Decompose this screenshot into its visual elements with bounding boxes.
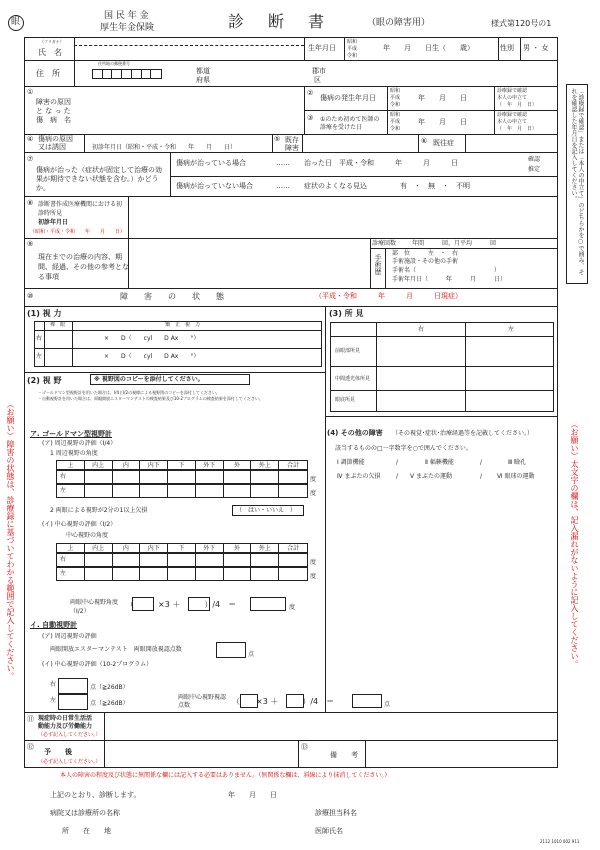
other-disability-instruction: 該当するものの□一字数字を○で囲んでください。 xyxy=(335,445,472,452)
name-field[interactable] xyxy=(74,45,304,60)
s2-number: ② xyxy=(307,89,314,97)
gc-col-outer: 外 xyxy=(224,544,252,553)
s6-number: ⑥ xyxy=(421,137,428,145)
visual-acuity-corrected-col: 矯 正 視 力 xyxy=(165,322,201,328)
address-pref: 都道 xyxy=(196,67,210,75)
s1-label-3: 傷 病 名 xyxy=(36,116,71,124)
other-opt-4[interactable]: Ⅳ まぶたの欠損 xyxy=(337,473,381,480)
dob-era-heisei[interactable]: 平成 xyxy=(347,46,358,52)
gc-deg-1: 度 xyxy=(310,559,317,566)
s3-date[interactable]: 年 月 日 xyxy=(418,118,467,126)
eye-badge-text: 眼 xyxy=(11,17,21,27)
s7-healed-dots: …… xyxy=(276,159,290,167)
gp-col-up: 上 xyxy=(57,461,85,470)
gc-col-inner: 内 xyxy=(113,544,141,553)
s12-label: 予 後 xyxy=(44,748,72,756)
other-sep-3: / xyxy=(396,473,399,480)
goldmann-central: (イ) 中心視野の評価（I/2） xyxy=(42,521,117,528)
gp-col-inner-down: 内下 xyxy=(140,461,168,470)
s3-era-heisei[interactable]: 平成 xyxy=(390,119,401,125)
side-note-right-2: （お願い）太文字の欄は、記入漏れがないように記入してください。 xyxy=(570,420,579,668)
s3-era-reiwa[interactable]: 令和 xyxy=(390,126,401,132)
gp-deg-1: 度 xyxy=(310,476,317,483)
s8-number: ⑧ xyxy=(27,199,34,207)
gc-col-down: 下 xyxy=(168,544,196,553)
s7-healed-date[interactable]: 治った日 平成・令和 年 月 日 xyxy=(304,159,458,167)
s9-visits-label: 診療回数 xyxy=(372,240,397,247)
s2-label: 傷病の発生年月日 xyxy=(320,94,376,102)
auto-left-box[interactable] xyxy=(58,694,88,710)
auto-esterman-box[interactable] xyxy=(216,642,246,658)
s1-label-2: と な っ た xyxy=(36,107,71,115)
goldmann-central-right-row[interactable] xyxy=(56,553,308,567)
s2-source-date[interactable]: （ 年 月 日） xyxy=(497,102,538,108)
footer-hospital: 病院又は診療所の名称 xyxy=(50,809,120,817)
gp-col-inner: 内 xyxy=(113,461,141,470)
gc-col-up: 上 xyxy=(57,544,85,553)
gp-col-inner-up: 内上 xyxy=(85,461,113,470)
goldmann-central-angle: 中心視野の角度 xyxy=(66,532,109,539)
s7-not-healed-dots: …… xyxy=(276,182,290,190)
s4-number: ④ xyxy=(27,135,34,143)
gp-col-outer-up: 外上 xyxy=(251,461,279,470)
findings-fundus: 眼底所見 xyxy=(335,397,356,403)
s9-surgery-name[interactable]: 手術名（ ） xyxy=(392,267,501,274)
gp-col-down: 下 xyxy=(168,461,196,470)
visual-acuity-left-row[interactable]: × D（ cyl D Ax °） xyxy=(104,353,200,360)
other-sep-4: / xyxy=(480,473,483,480)
goldmann-peripheral: (ア) 周辺視野の評価（I/4） xyxy=(42,440,117,447)
org-national-pension: 国 民 年 金 xyxy=(104,11,149,21)
s6-label: 既往症 xyxy=(433,139,454,147)
s1-diagnosis-field[interactable] xyxy=(84,88,300,132)
goldmann-title: ア. ゴールドマン型視野計 xyxy=(30,430,112,438)
visual-field-note: ※ 視野図のコピーを添付してください。 xyxy=(94,376,204,383)
form-subtitle: （眼の障害用） xyxy=(367,18,431,28)
gc-deg-2: 度 xyxy=(310,573,317,580)
other-sep-1: / xyxy=(396,459,399,466)
s5-label: 既存障害 xyxy=(285,136,299,152)
gc-col-outer-up: 外上 xyxy=(251,544,279,553)
address-city-2: 区 xyxy=(314,76,321,84)
auto-esterman: 両眼開放エスターマンテスト 両眼開放視認点数 xyxy=(50,646,182,653)
s9-surgery-site[interactable]: 部 位 左 ・ 右 xyxy=(392,250,459,257)
goldmann-central-header xyxy=(56,543,308,553)
s11-label-1: 現症時の日常生活活 xyxy=(38,715,93,722)
s12-number: ⑫ xyxy=(27,743,34,751)
s11-label-2: 動能力及び労働能力 xyxy=(38,723,93,730)
sex-label: 性別 xyxy=(500,44,514,52)
s8-label: 診断書作成医療機関における初診時所見 xyxy=(38,201,123,217)
postal-code-boxes[interactable] xyxy=(92,69,162,79)
side-note-right: 「診療録で確認」または「本人の申立て」のどちらかを○で囲み、それを確認した年月日を記入してください。 xyxy=(570,88,584,275)
goldmann-in-1[interactable] xyxy=(132,597,154,611)
s3-source-records[interactable]: 診療録で確認 xyxy=(497,112,528,118)
s10-date[interactable]: （平成・令和 年 月 日現症） xyxy=(315,292,462,300)
dob-label: 生年月日 xyxy=(308,44,336,52)
s7-number: ⑦ xyxy=(27,155,34,163)
visual-acuity-right-row[interactable]: × D（ cyl D Ax °） xyxy=(104,335,200,342)
address-pref-2: 府県 xyxy=(196,76,210,84)
s4-label-2: 又は誘因 xyxy=(38,143,66,151)
footer-code: 2112 1010 002 911 xyxy=(540,839,580,844)
goldmann-half-loss-opts[interactable]: （ はい・いいえ ） xyxy=(236,507,297,514)
gp-deg-2: 度 xyxy=(310,490,317,497)
s7-prospect-label: 症状のよくなる見込 xyxy=(304,182,367,190)
auto-l-label: 左 xyxy=(50,697,57,704)
auto-central: (イ) 中心視野の評価（10-2プログラム） xyxy=(42,661,153,668)
gc-col-total: 合計 xyxy=(287,545,300,552)
gp-left-label: 左 xyxy=(60,487,67,494)
dob-era-reiwa[interactable]: 令和 xyxy=(347,53,358,59)
s4-label-1: 傷病の原因 xyxy=(38,135,73,143)
form-number: 様式第120号の1 xyxy=(491,19,552,28)
auto-esterman-pt: 点 xyxy=(248,651,255,658)
s7-question: 傷病が治った（症状が固定して治療の効果が期待できない状態を含む。）かどうか。 xyxy=(36,166,162,192)
s2-era-heisei[interactable]: 平成 xyxy=(390,95,401,101)
s2-era-showa[interactable]: 昭和 xyxy=(390,88,401,94)
s1-label-1: 障害の原因 xyxy=(36,98,71,106)
footer-statement: 上記のとおり、診断します。 xyxy=(50,791,141,799)
visual-acuity-title: (1) 視 力 xyxy=(27,309,62,318)
gc-col-outer-down: 外下 xyxy=(196,544,224,553)
gc-right-label: 右 xyxy=(60,556,67,563)
s7-healed-label: 傷病が治っている場合 xyxy=(176,159,246,167)
auto-right-box[interactable] xyxy=(58,678,88,694)
name-label: 氏 名 xyxy=(38,48,62,57)
findings-title: (3) 所 見 xyxy=(329,309,364,318)
goldmann-half-loss: 2 両眼による視野が2分の1以上欠損 xyxy=(50,507,148,514)
gp-col-outer: 外 xyxy=(224,461,252,470)
s3-source-self[interactable]: 本人の申立て xyxy=(497,119,528,125)
s2-date[interactable]: 年 月 日 xyxy=(418,94,467,102)
visual-acuity-naked-col: 裸 眼 xyxy=(50,322,66,328)
goldmann-result[interactable] xyxy=(250,597,286,611)
goldmann-binocular-label: 両眼中心視野角度（I/2） xyxy=(70,599,119,615)
s7-estimate[interactable]: 推定 xyxy=(528,166,541,173)
goldmann-result-deg: 度 xyxy=(289,604,296,611)
footer-date[interactable]: 年 月 日 xyxy=(228,791,277,799)
s7-confirm[interactable]: 確認 xyxy=(528,156,541,163)
postal-label: 住所地の郵便番号 xyxy=(98,61,130,66)
goldmann-peripheral-angle: 1 周辺視野の角度 xyxy=(50,450,98,457)
s3-era-showa[interactable]: 昭和 xyxy=(390,112,401,118)
s2-era-reiwa[interactable]: 令和 xyxy=(390,102,401,108)
visual-field-title: (2) 視 野 xyxy=(27,376,62,385)
s9-label: 現在までの治療の内容、期間、経過、その他の参考となる事項 xyxy=(38,253,129,281)
goldmann-peripheral-header xyxy=(56,460,308,470)
s7-prospect-options[interactable]: 有 ・ 無 ・ 不明 xyxy=(400,182,470,190)
s10-number: ⑩ xyxy=(27,292,34,300)
s12-required: （必ず記入してください。） xyxy=(38,759,101,765)
furigana-label: （フリガナ） xyxy=(40,39,64,44)
other-opt-6[interactable]: Ⅵ 眼球の運動 xyxy=(497,473,535,480)
sex-options[interactable]: 男 ・ 女 xyxy=(523,44,549,52)
other-disability-title: (4) その他の障害 xyxy=(327,429,383,437)
form-title: 診 断 書 xyxy=(228,12,329,31)
auto-binocular-label: 両眼中心視野視認点数 xyxy=(178,694,227,709)
s11-required: （必ず記入してください。） xyxy=(38,732,101,738)
s10-label: 障 害 の 状 態 xyxy=(120,292,224,301)
goldmann-peripheral-left-row[interactable] xyxy=(56,484,308,498)
other-disability-desc: （その視覚･症状･治療経過等を記載してください。） xyxy=(392,430,534,437)
s5-number: ⑤ xyxy=(274,135,281,143)
auto-in-2[interactable] xyxy=(286,694,304,708)
s11-number: ⑪ xyxy=(27,715,34,723)
findings-anterior: 前眼部所見 xyxy=(335,348,361,354)
s13-number: ⑬ xyxy=(301,743,308,751)
other-opt-1[interactable]: Ⅰ 調節機能 xyxy=(337,459,365,466)
auto-r-label: 右 xyxy=(50,681,57,688)
visual-acuity-left: 左 xyxy=(36,353,43,360)
gc-left-label: 左 xyxy=(60,570,67,577)
auto-right-pts: 点（≧26dB） xyxy=(90,684,129,691)
gc-col-inner-down: 内下 xyxy=(140,544,168,553)
auto-result-pt: 点 xyxy=(384,701,391,708)
dob-era-showa[interactable]: 昭和 xyxy=(347,39,358,45)
gp-right-label: 右 xyxy=(60,473,67,480)
org-employee-pension: 厚生年金保険 xyxy=(100,23,155,33)
auto-result[interactable] xyxy=(352,694,382,708)
other-sep-2: / xyxy=(480,459,483,466)
gp-col-outer-down: 外下 xyxy=(196,461,224,470)
s9-surgery-label: 手術歴 xyxy=(374,254,382,275)
auto-peripheral: (ア) 周辺視野の評価 xyxy=(42,633,97,640)
s1-number: ① xyxy=(27,88,34,96)
s8-sub-date[interactable]: （昭和・平成・令和 年 月 日） xyxy=(30,229,126,235)
s2-source-records[interactable]: 診療録で確認 xyxy=(497,88,528,94)
s7-not-healed-label: 傷病が治っていない場合 xyxy=(176,182,253,190)
findings-left: 左 xyxy=(508,326,515,333)
warning-text: 本人の障害の程度及び状態に無関係な欄には記入する必要はありません。（無関係な欄は、斜線により抹消してください。） xyxy=(60,772,391,779)
auto-title: イ. 自動視野計 xyxy=(30,621,78,629)
goldmann-formula: （ ×3 ＋ ）/4 ＝ xyxy=(126,600,237,609)
auto-left-pts: 点（≧26dB） xyxy=(90,700,129,707)
s2-source-self[interactable]: 本人の申立て xyxy=(497,95,528,101)
s4-first-visit-date[interactable]: 初診年月日（昭和・平成・令和 年 月 日） xyxy=(92,144,237,151)
s9-surgery-facility[interactable]: 手術施設・その他の手術 xyxy=(392,258,459,265)
visual-acuity-right: 右 xyxy=(36,335,43,342)
other-opt-2[interactable]: Ⅱ 輻輳機能 xyxy=(425,459,454,466)
s3-source-date[interactable]: （ 年 月 日） xyxy=(497,126,538,132)
footer-address: 所 在 地 xyxy=(62,827,111,835)
goldmann-central-left-row[interactable] xyxy=(56,567,308,581)
dob-ymd[interactable]: 年 月 日生（ 歳） xyxy=(383,44,474,52)
s3-label: ①のため初めて医師の診療を受けた日 xyxy=(320,116,380,131)
address-city: 郡市 xyxy=(312,67,326,75)
side-note-left: （お願い）障害の状態は、診療録に基づいてわかる範囲で記入してください。 xyxy=(6,400,15,680)
auto-in-1[interactable] xyxy=(240,694,258,708)
gp-col-total: 合計 xyxy=(287,462,300,469)
findings-media: 中間透光体所見 xyxy=(335,376,371,382)
visual-field-instructions: ・ゴールドマン型視野計を用いた場合は、Ⅰ/4とⅠ/2の視標による視野図のコピーを添付してください。 ・自動視野計を用いた場合は、両眼開放エスターマンテストの検査結果及び10-2プログラムの検査結果を添付してください。 xyxy=(38,390,263,401)
s3-number: ③ xyxy=(307,114,314,122)
s9-surgery-date[interactable]: 手術年月日（ 年 月 日） xyxy=(392,276,507,283)
s9-visits-value[interactable]: 年間 回、月平均 回 xyxy=(412,240,497,247)
gc-col-inner-up: 内上 xyxy=(85,544,113,553)
footer-doctor: 医師氏名 xyxy=(315,827,343,835)
address-label: 住 所 xyxy=(36,69,60,78)
auto-formula: （ ×3 ＋ ）/4 ＝ xyxy=(232,697,335,706)
goldmann-peripheral-right-row[interactable] xyxy=(56,470,308,484)
other-opt-5[interactable]: Ⅴ まぶたの運動 xyxy=(410,473,453,480)
goldmann-in-2[interactable] xyxy=(188,597,210,611)
s13-label: 備 考 xyxy=(330,751,358,759)
footer-department: 診療担当科名 xyxy=(315,809,357,817)
s8-sub: 初診年月日 xyxy=(38,219,69,226)
s9-number: ⑨ xyxy=(27,240,34,248)
findings-right: 右 xyxy=(418,326,425,333)
other-opt-3[interactable]: Ⅲ 瞼孔 xyxy=(508,459,527,466)
